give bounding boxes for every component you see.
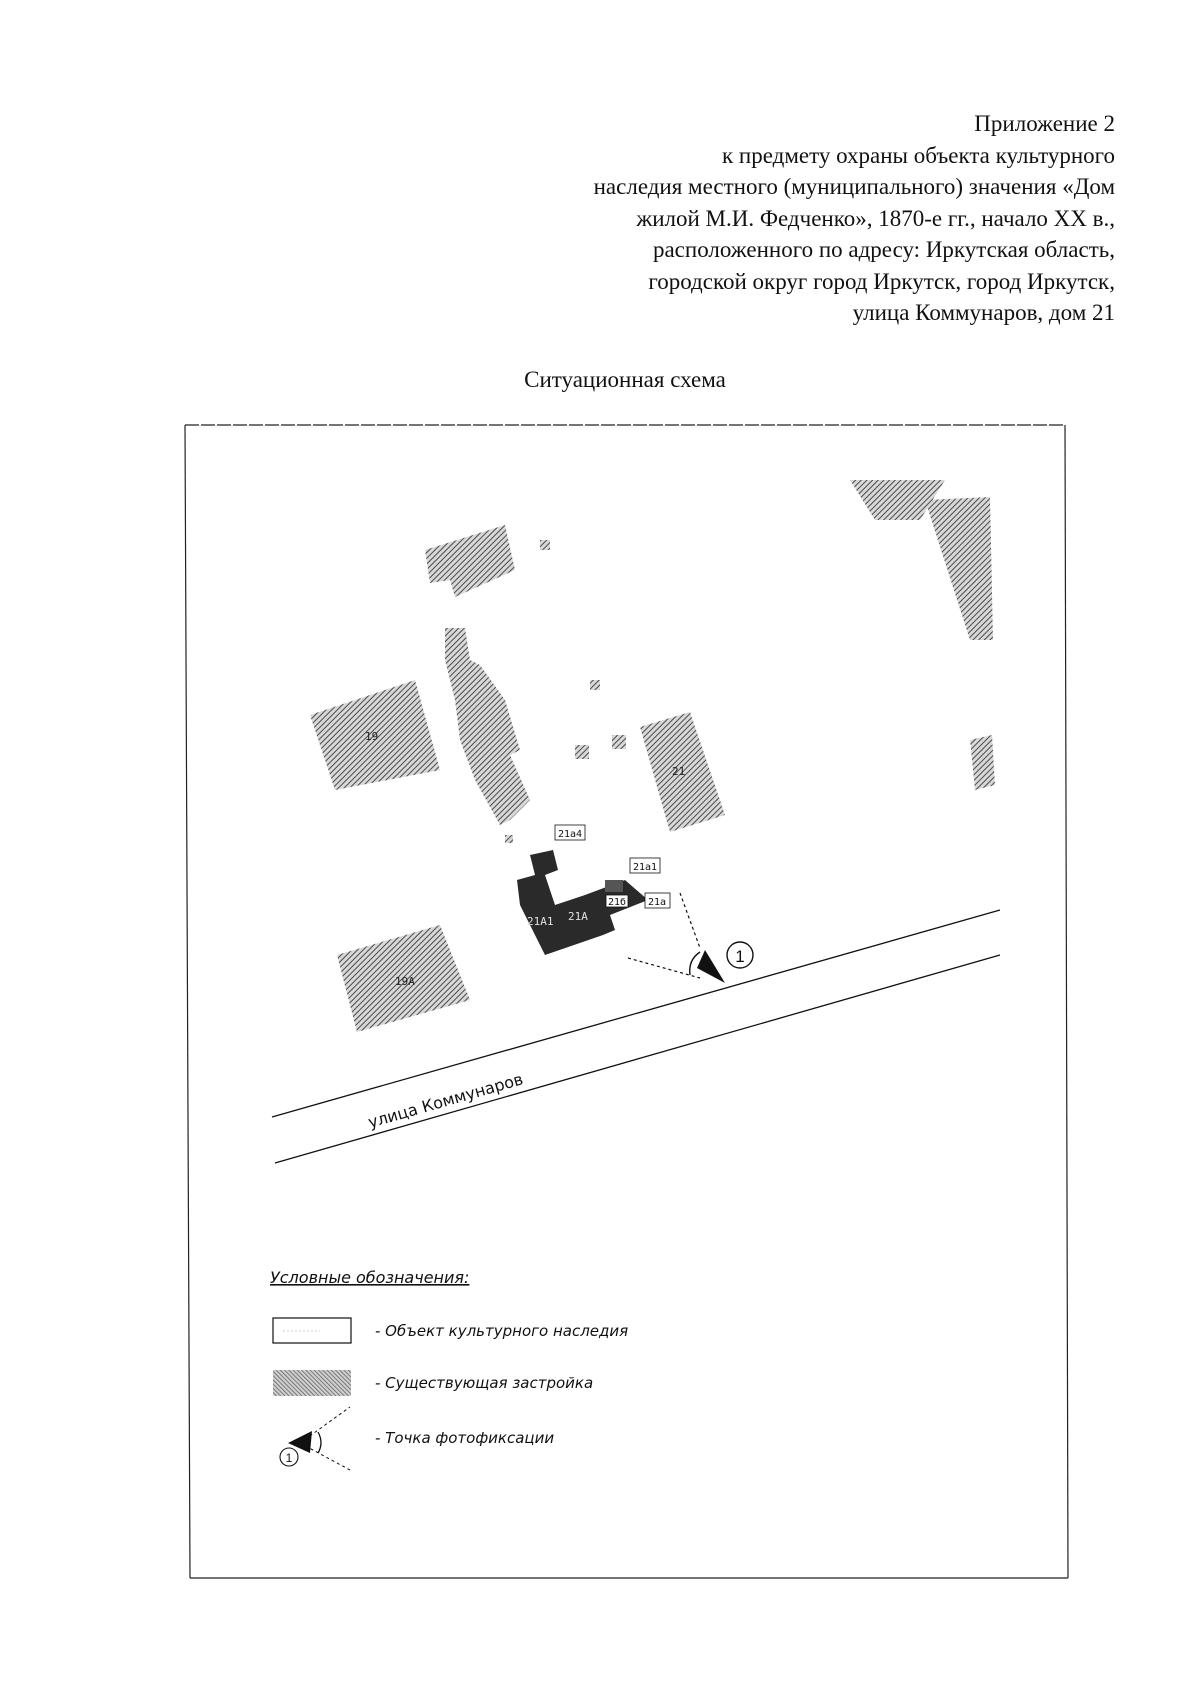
existing-building: [612, 735, 626, 749]
header-line: городской округ город Иркутск, город Иркутск,: [648, 268, 1115, 294]
legend-item-label: - Точка фотофиксации: [375, 1429, 555, 1447]
heritage-label-main-1: 21А1: [527, 915, 554, 928]
legend-photo-number: 1: [285, 1451, 293, 1465]
street-label: улица Коммунаров: [365, 1069, 526, 1132]
existing-building: [445, 628, 530, 825]
existing-building: [575, 745, 589, 759]
existing-building-hatch-icon: [273, 1370, 351, 1396]
legend-item-label: - Существующая застройка: [375, 1374, 594, 1392]
legend-item-label: - Объект культурного наследия: [375, 1322, 629, 1340]
header-line: наследия местного (муниципального) значения «Дом: [593, 174, 1115, 199]
existing-building: [925, 497, 993, 640]
heritage-tag: 21б: [608, 897, 627, 908]
header-line: улица Коммунаров, дом 21: [852, 300, 1115, 325]
header-line: Приложение 2: [974, 111, 1115, 136]
photo-point-marker-icon: [280, 1407, 350, 1470]
scheme-title: Ситуационная схема: [524, 367, 726, 392]
building-label-21: 21: [672, 765, 686, 778]
legend-title: Условные обозначения:: [270, 1268, 470, 1287]
existing-building: [970, 735, 995, 790]
legend: [270, 1268, 628, 1470]
heritage-tag: 21а1: [633, 862, 658, 873]
heritage-tag: 21а4: [558, 829, 583, 840]
header-line: жилой М.И. Федченко», 1870-е гг., начало XX в.,: [636, 205, 1115, 231]
header-line: расположенного по адресу: Иркутская область,: [652, 237, 1115, 262]
heritage-label-main-2: 21А: [568, 910, 588, 923]
header-line: к предмету охраны объекта культурного: [722, 142, 1115, 168]
existing-buildings: [310, 480, 995, 1032]
building-label-19a: 19А: [395, 975, 415, 988]
existing-building: [425, 525, 515, 597]
map-frame: [185, 425, 1068, 1578]
photo-point-number: 1: [735, 947, 745, 966]
building-label-19: 19: [365, 730, 379, 743]
heritage-tag: 21а: [648, 897, 667, 908]
existing-building: [540, 540, 550, 550]
existing-building: [505, 835, 513, 843]
existing-building: [590, 680, 600, 690]
